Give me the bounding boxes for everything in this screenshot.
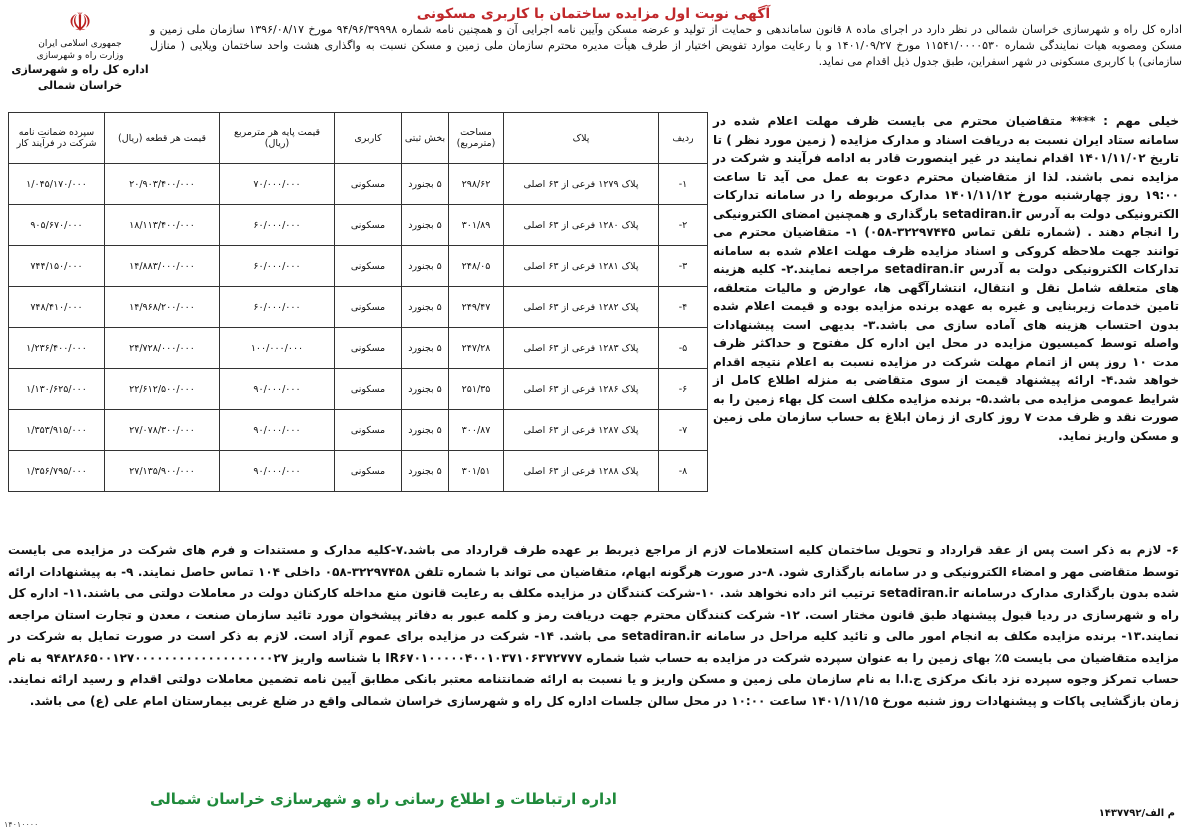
table-cell-unit_price: ۹۰/۰۰۰/۰۰۰ [220,410,335,451]
table-cell-use: مسکونی [335,369,402,410]
table-cell-use: مسکونی [335,328,402,369]
table-cell-use: مسکونی [335,164,402,205]
col-header: ردیف [659,113,708,164]
table-cell-deposit: ۱/۳۵۳/۹۱۵/۰۰۰ [9,410,105,451]
col-header: قیمت پایه هر مترمربع (ریال) [220,113,335,164]
table-cell-plate: پلاک ۱۲۸۰ فرعی از ۶۳ اصلی [504,205,659,246]
table-cell-unit_price: ۶۰/۰۰۰/۰۰۰ [220,246,335,287]
table-cell-no: ۵- [659,328,708,369]
table-cell-deposit: ۱/۳۵۶/۷۹۵/۰۰۰ [9,451,105,492]
col-header: سپرده ضمانت نامه شرکت در فرآیند کار [9,113,105,164]
table-cell-area: ۲۵۱/۳۵ [449,369,504,410]
table-cell-plate: پلاک ۱۲۸۳ فرعی از ۶۳ اصلی [504,328,659,369]
col-header: قیمت هر قطعه (ریال) [105,113,220,164]
table-cell-use: مسکونی [335,410,402,451]
col-header: کاربری [335,113,402,164]
table-cell-area: ۲۴۸/۰۵ [449,246,504,287]
table-row [9,410,708,451]
table-cell-unit_price: ۶۰/۰۰۰/۰۰۰ [220,287,335,328]
table-cell-unit_price: ۹۰/۰۰۰/۰۰۰ [220,369,335,410]
table-row [9,246,708,287]
logo-line-3: اداره کل راه و شهرسازی خراسان شمالی [11,63,149,92]
table-cell-area: ۳۰۱/۵۱ [449,451,504,492]
table-cell-deposit: ۷۴۴/۱۵۰/۰۰۰ [9,246,105,287]
logo-line-2: وزارت راه و شهرسازی [36,51,124,61]
auction-table [8,112,708,492]
table-cell-no: ۶- [659,369,708,410]
table-cell-section: ۵ بجنورد [402,287,449,328]
table-cell-plate: پلاک ۱۲۸۶ فرعی از ۶۳ اصلی [504,369,659,410]
footer-publisher: اداره ارتباطات و اطلاع رسانی راه و شهرسازی خراسان شمالی [150,790,617,808]
table-cell-unit_price: ۹۰/۰۰۰/۰۰۰ [220,451,335,492]
table-row [9,451,708,492]
emblem-icon: ☫ [68,8,92,38]
table-row [9,287,708,328]
table-cell-total: ۲۰/۹۰۳/۴۰۰/۰۰۰ [105,164,220,205]
table-cell-section: ۵ بجنورد [402,328,449,369]
table-cell-no: ۴- [659,287,708,328]
small-code: ۱۴۰۱۰۰۰۰ [4,820,39,829]
logo-line-1: جمهوری اسلامی ایران [38,39,122,49]
table-header-row [9,113,708,164]
table-cell-no: ۱- [659,164,708,205]
table-cell-deposit: ۱/۱۳۰/۶۲۵/۰۰۰ [9,369,105,410]
table-cell-area: ۲۹۸/۶۲ [449,164,504,205]
table-cell-section: ۵ بجنورد [402,205,449,246]
table-cell-section: ۵ بجنورد [402,410,449,451]
table-cell-area: ۳۰۱/۸۹ [449,205,504,246]
table-cell-plate: پلاک ۱۲۸۸ فرعی از ۶۳ اصلی [504,451,659,492]
table-cell-plate: پلاک ۱۲۸۷ فرعی از ۶۳ اصلی [504,410,659,451]
table-cell-no: ۳- [659,246,708,287]
table-cell-total: ۲۲/۶۱۲/۵۰۰/۰۰۰ [105,369,220,410]
table-cell-total: ۲۷/۱۳۵/۹۰۰/۰۰۰ [105,451,220,492]
logo [10,8,150,92]
table-cell-plate: پلاک ۱۲۸۲ فرعی از ۶۳ اصلی [504,287,659,328]
ad-code: م الف/۱۴۳۷۷۹۲ [1098,808,1175,819]
table-cell-no: ۷- [659,410,708,451]
table-cell-total: ۱۴/۸۸۳/۰۰۰/۰۰۰ [105,246,220,287]
table-cell-unit_price: ۱۰۰/۰۰۰/۰۰۰ [220,328,335,369]
table-cell-use: مسکونی [335,451,402,492]
table-cell-deposit: ۱/۰۴۵/۱۷۰/۰۰۰ [9,164,105,205]
col-header: مساحت (مترمربع) [449,113,504,164]
table-row [9,328,708,369]
col-header: بخش ثبتی [402,113,449,164]
table-cell-use: مسکونی [335,205,402,246]
table-cell-area: ۳۰۰/۸۷ [449,410,504,451]
table-row [9,164,708,205]
bottom-conditions-text: ۶- لازم به ذکر است پس از عقد قرارداد و تحویل ساختمان کلیه استعلامات لازم از مراجع ذیربط بر عهده طرف قرارداد می باشد.۷-کلیه مدارک و مستندات و فرم های شرکت در مزایده می بایست توسط متقاضی مهر و امضاء الکترونیکی و در سامانه بارگذاری شود. ۸-در صورت هرگونه ابهام، متقاضیان می تواند با شماره تلفن ۳۲۲۹۷۴۵۸-۰۵۸ داخلی ۱۰۴ تماس حاصل نمایند. ۹- به پیشنهادات ارائه شده بدون بارگذاری مدارک درسامانه setadiran.ir ترتیب اثر داده نخواهد شد. ۱۰-شرکت کنندگان در مزایده مکلف به رعایت قانون منع مداخله کارکنان دولت در معاملات دولتی می باشند.۱۱- اداره کل راه و شهرسازی در ردیا قبول پیشنهاد طبق قانون مختار است. ۱۲- شرکت کنندگان محترم جهت دریافت رمز و کلمه عبور به دفاتر پیشخوان مورد تائید سازمان صنعت ، معدن و تجارت استان مراجعه نمایند.۱۳- برنده مزایده مکلف به انجام امور مالی و تائید کلیه مراحل در سامانه setadiran.ir می باشد. ۱۴- شرکت در مزایده برای عموم آزاد است. لازم به ذکر است در صورت تمایل به شرکت در مزایده متقاضیان می بایست ۵٪ بهای زمین را به عنوان سپرده شرکت در مزایده به حساب شبا شماره IR۶۷۰۱۰۰۰۰۰۴۰۰۱۰۳۷۱۰۶۳۷۲۷۷۷ با شناسه واریز ۹۴۸۲۸۶۵۰۰۱۲۷۰۰۰۰۰۰۰۰۰۰۰۰۰۰۰۰۰۰۰۲۷ به نام حساب تمرکز وجوه سپرده نزد بانک مرکزی ج.ا.ا به نام سازمان ملی زمین و مسکن واریز و یا نسبت به ارائه ضمانتنامه معتبر بانکی مطابق آیین نامه تضمین معاملات دولتی اقدام و رسید ارائه نمایند. زمان بازگشایی پاکات و پیشنهادات روز شنبه مورخ ۱۴۰۱/۱۱/۱۵ ساعت ۱۰:۰۰ در محل سالن جلسات اداره کل راه و شهرسازی خراسان شمالی واقع در ضلع غربی بیمارستان امام علی (ع) می باشد. [8,543,1179,708]
conditions-text: خیلی مهم : **** متقاضیان محترم می بایست ظرف مهلت اعلام شده در سامانه ستاد ایران نسبت به دریافت اسناد و مدارک مزایده ( زمین مورد نظر ) تا تاریخ ۱۴۰۱/۱۱/۰۲ اقدام نمایند در غیر اینصورت قادر به ادامه فرآیند و شرکت در مزایده نمی باشند. لذا از متقاضیان محترم دعوت به عمل می آید تا ساعت ۱۹:۰۰ روز چهارشنبه مورخ ۱۴۰۱/۱۱/۱۲ مدارک مربوطه را در سامانه تدارکات الکترونیکی دولت به آدرس setadiran.ir بارگذاری و همچنین امضای الکترونیکی را انجام دهند . (شماره تلفن تماس ۳۲۲۹۷۴۴۵-۰۵۸) ۱- متقاضیان محترم می توانند جهت ملاحظه کروکی و اسناد مزایده ظرف مهلت اعلام شده به سامانه تدارکات الکترونیکی دولت به آدرس setadiran.ir مراجعه نمایند.۲- کلیه هزینه های متعلقه شامل نقل و انتقال، انتشارآگهی ها، عوارض و مالیات متعلقه، تامین خدمات زیربنایی و غیره به عهده برنده مزایده بوده و قیمت اعلام شده بدون احتساب هزینه های آماده سازی می باشد.۳- بدیهی است پیشنهادات واصله توسط کمیسیون مزایده در محل این اداره کل مفتوح و حداکثر ظرف مدت ۱۰ روز پس از اتمام مهلت شرکت در مزایده نسبت به اعلام نتیجه اقدام خواهد شد.۴- ارائه پیشنهاد قیمت از سوی متقاضی به منزله اطلاع کامل از شرایط عمومی مزایده می باشد.۵- برنده مزایده مکلف است کل بهاء زمین را به صورت نقد و ظرف مدت ۷ روز کاری از زمان ابلاغ به حساب سازمان ملی زمین و مسکن واریز نماید. [713,114,1180,443]
table-cell-area: ۲۴۹/۴۷ [449,287,504,328]
table-cell-section: ۵ بجنورد [402,451,449,492]
table-cell-total: ۲۴/۷۲۸/۰۰۰/۰۰۰ [105,328,220,369]
page-title: آگهی نوبت اول مزایده ساختمان با کاربری مسکونی [416,6,771,22]
table-cell-total: ۱۴/۹۶۸/۲۰۰/۰۰۰ [105,287,220,328]
table-cell-deposit: ۷۴۸/۴۱۰/۰۰۰ [9,287,105,328]
col-header: پلاک [504,113,659,164]
table-cell-plate: پلاک ۱۲۸۱ فرعی از ۶۳ اصلی [504,246,659,287]
table-cell-deposit: ۹۰۵/۶۷۰/۰۰۰ [9,205,105,246]
table-cell-total: ۲۷/۰۷۸/۳۰۰/۰۰۰ [105,410,220,451]
table-cell-unit_price: ۷۰/۰۰۰/۰۰۰ [220,164,335,205]
table-cell-use: مسکونی [335,246,402,287]
intro-paragraph: اداره کل راه و شهرسازی خراسان شمالی در نظر دارد در اجرای ماده ۸ قانون ساماندهی و حمایت از تولید و عرضه مسکن وآیین نامه اجرایی آن و همچنین نامه شماره ۹۴/۹۶/۳۹۹۹۸ مورخ ۱۳۹۶/۰۸/۱۷ سازمان ملی زمین و مسکن ومصوبه هیات نمایندگی شماره ۱۱۵۴۱/۰۰۰۰۵۳۰ مورخ ۱۴۰۱/۰۹/۲۷ و با رعایت موارد تفویض اختیار از طرف هیأت مدیره محترم سازمان ملی زمین و مسکن نسبت به واگذاری هشت واحد ساختمان ویلایی ( منازل سازمانی) با کاربری مسکونی در شهر اسفراین، طبق جدول ذیل اقدام می نماید. [150,23,1183,68]
table-cell-area: ۲۴۷/۲۸ [449,328,504,369]
table-cell-no: ۲- [659,205,708,246]
table-cell-use: مسکونی [335,287,402,328]
table-cell-deposit: ۱/۲۳۶/۴۰۰/۰۰۰ [9,328,105,369]
table-row [9,369,708,410]
table-cell-plate: پلاک ۱۲۷۹ فرعی از ۶۳ اصلی [504,164,659,205]
table-cell-section: ۵ بجنورد [402,246,449,287]
table-cell-total: ۱۸/۱۱۳/۴۰۰/۰۰۰ [105,205,220,246]
table-cell-section: ۵ بجنورد [402,164,449,205]
table-cell-section: ۵ بجنورد [402,369,449,410]
table-cell-no: ۸- [659,451,708,492]
table-row [9,205,708,246]
table-cell-unit_price: ۶۰/۰۰۰/۰۰۰ [220,205,335,246]
